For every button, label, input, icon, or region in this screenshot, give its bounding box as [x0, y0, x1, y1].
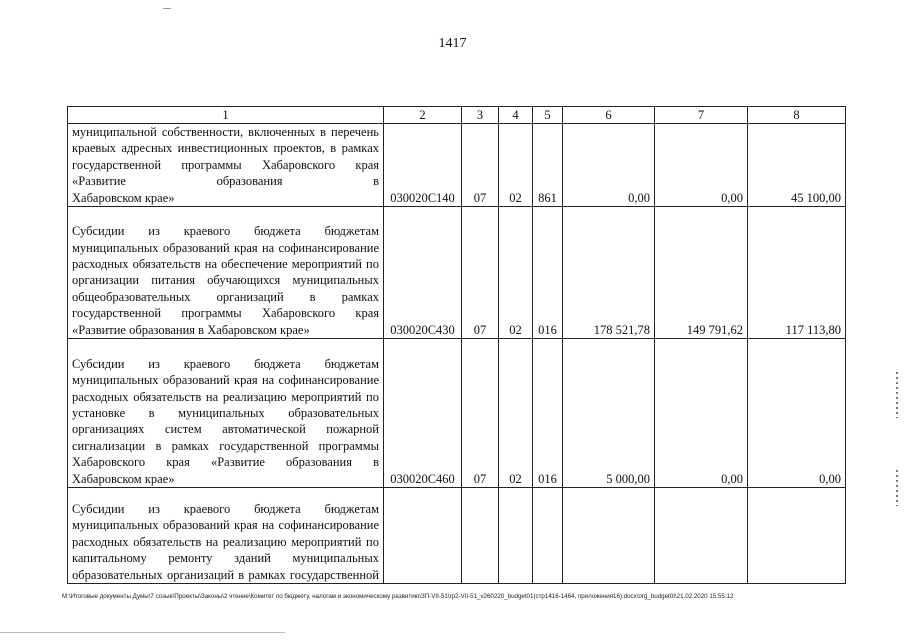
expense-type-code: 861: [533, 124, 563, 207]
expense-type-code: [533, 488, 563, 584]
scan-edge-mark: [896, 470, 898, 506]
scan-bottom-line: [0, 632, 285, 633]
row-description: [68, 339, 384, 488]
budget-table: [67, 106, 846, 584]
description-last-line: Хабаровском крае»: [72, 471, 175, 486]
col-header-1: 1: [68, 107, 384, 124]
col-header-3: 3: [462, 107, 499, 124]
amount-col7: 0,00: [655, 124, 748, 207]
section-code: 07: [462, 207, 499, 339]
table-row: [68, 488, 846, 584]
amount-col7: 149 791,62: [655, 207, 748, 339]
subsection-code: 02: [499, 124, 533, 207]
description-last-line: Хабаровском крае»: [72, 190, 175, 205]
col-header-6: 6: [563, 107, 655, 124]
amount-col8: 117 113,80: [748, 207, 846, 339]
table-row: [68, 339, 846, 488]
expense-type-code: 016: [533, 339, 563, 488]
amount-col7: [655, 488, 748, 584]
target-article-code: [384, 488, 462, 584]
description-text: Субсидии из краевого бюджета бюджетам муниципальных образований края на софинансирование расходных обязательств на обеспечение мероприятий по организации питания обучающихся муниципальных общеобразовательных организаций в рамках государственной программы Хабаровского края: [72, 224, 379, 321]
description-text: Субсидии из краевого бюджета бюджетам муниципальных образований края на софинансирование расходных обязательств на реализацию мероприятий по капитальному ремонту зданий муниципальных образовательных организаций в рамках государственной: [72, 502, 379, 582]
table-row: [68, 207, 846, 339]
subsection-code: 02: [499, 207, 533, 339]
amount-col6: 178 521,78: [563, 207, 655, 339]
amount-col6: [563, 488, 655, 584]
header-row: [68, 107, 846, 124]
page-number: 1417: [438, 36, 467, 51]
section-code: 07: [462, 124, 499, 207]
col-header-2: 2: [384, 107, 462, 124]
description-text: муниципальной собственности, включенных в перечень краевых адресных инвестиционных проектов, в рамках государственной программы Хабаровского края «Развитие образования в: [72, 125, 379, 189]
table-row: [68, 124, 846, 207]
target-article-code: 030020С140: [384, 124, 462, 207]
row-description: [68, 207, 384, 339]
col-header-5: 5: [533, 107, 563, 124]
description-last-line: «Развитие образования в Хабаровском крае»: [72, 322, 310, 337]
scan-edge-mark: [896, 372, 898, 418]
col-header-8: 8: [748, 107, 846, 124]
section-code: [462, 488, 499, 584]
amount-col6: 0,00: [563, 124, 655, 207]
expense-type-code: 016: [533, 207, 563, 339]
amount-col6: 5 000,00: [563, 339, 655, 488]
row-description: [68, 488, 384, 584]
col-header-4: 4: [499, 107, 533, 124]
amount-col8: 45 100,00: [748, 124, 846, 207]
scan-mark: [163, 8, 171, 9]
target-article-code: 030020С460: [384, 339, 462, 488]
row-description: [68, 124, 384, 207]
subsection-code: [499, 488, 533, 584]
description-text: Субсидии из краевого бюджета бюджетам муниципальных образований края на софинансирование расходных обязательств на реализацию мероприятий по установке в муниципальных образовательных организациях систем автоматической пожарной сигнализации в рамках государственной программы Хабаровского края «Развитие образования в: [72, 356, 379, 470]
subsection-code: 02: [499, 339, 533, 488]
amount-col8: [748, 488, 846, 584]
amount-col7: 0,00: [655, 339, 748, 488]
target-article-code: 030020С430: [384, 207, 462, 339]
file-path-footer: M:\Итоговые документы Думы\7 созыв\Проекты\Законы\2 чтение\Комитет по бюджету, налогам и экономическому развитию\ЗП-VII-51\rp2-VII-51_v260220_budget01(стр1416-1464, приложения16).docx\org_budget0I\21.02.2020 15:55:12: [62, 593, 734, 600]
section-code: 07: [462, 339, 499, 488]
amount-col8: 0,00: [748, 339, 846, 488]
col-header-7: 7: [655, 107, 748, 124]
